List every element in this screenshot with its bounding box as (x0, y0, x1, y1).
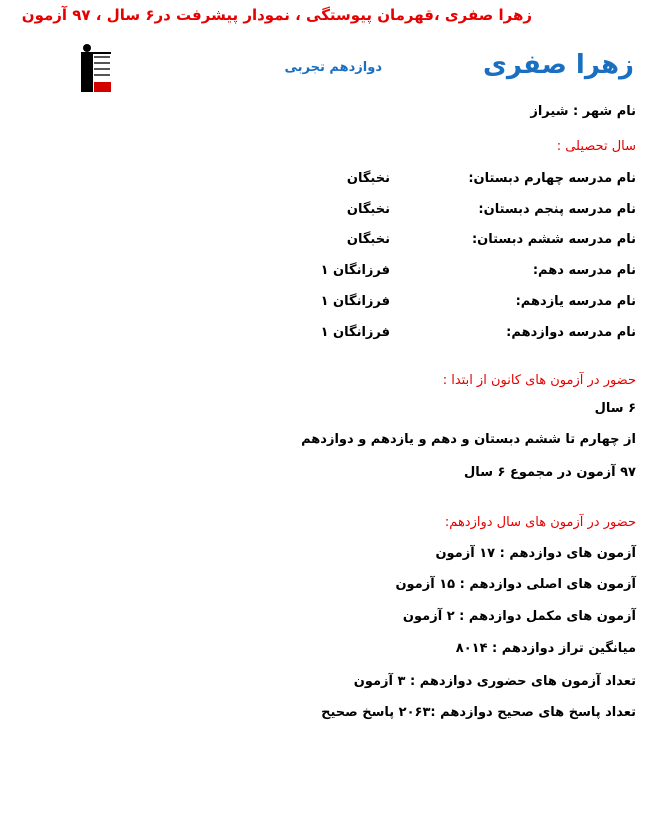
school-label: نام مدرسه ششم دبستان: (471, 232, 636, 247)
school-value: فرزانگان ۱ (320, 263, 390, 278)
school-label: نام مدرسه دوازدهم: (506, 325, 636, 340)
academic-year-heading: سال تحصیلی : (556, 139, 636, 154)
grade12-line: تعداد آزمون های حضوری دوازدهم : ۳ آزمون (353, 674, 636, 689)
attendance-line: ۹۷ آزمون در مجموع ۶ سال (464, 465, 636, 480)
city: نام شهر : شیراز (530, 104, 636, 119)
grade12-line: آزمون های دوازدهم : ۱۷ آزمون (435, 546, 636, 561)
school-label: نام مدرسه یازدهم: (515, 294, 636, 309)
grade12-heading: حضور در آزمون های سال دوازدهم: (444, 515, 636, 530)
school-label: نام مدرسه دهم: (532, 263, 636, 278)
student-grade: دوازدهم تجربی (284, 60, 382, 75)
grade12-line: میانگین تراز دوازدهم : ۸۰۱۴ (455, 641, 636, 656)
school-value: نخبگان (346, 171, 390, 186)
page-title: زهرا صفری ،قهرمان پیوستگی ، نمودار پیشرفت در۶ سال ، ۹۷ آزمون (21, 6, 532, 24)
school-value: نخبگان (346, 232, 390, 247)
school-label: نام مدرسه پنجم دبستان: (478, 202, 636, 217)
attendance-line: از چهارم تا ششم دبستان و دهم و یازدهم و دوازدهم (301, 432, 636, 447)
grade12-line: آزمون های مکمل دوازدهم : ۲ آزمون (402, 609, 636, 624)
grade12-line: آزمون های اصلی دوازدهم : ۱۵ آزمون (395, 577, 636, 592)
school-value: فرزانگان ۱ (320, 325, 390, 340)
attendance-heading: حضور در آزمون های کانون از ابتدا : (442, 373, 636, 388)
school-value: نخبگان (346, 202, 390, 217)
grade12-line: تعداد پاسخ های صحیح دوازدهم :۲۰۶۳ پاسخ صحیح (321, 705, 636, 720)
attendance-line: ۶ سال (594, 401, 636, 416)
kanoon-logo-icon (78, 42, 112, 94)
student-name: زهرا صفری (483, 50, 634, 80)
school-value: فرزانگان ۱ (320, 294, 390, 309)
school-label: نام مدرسه چهارم دبستان: (468, 171, 636, 186)
